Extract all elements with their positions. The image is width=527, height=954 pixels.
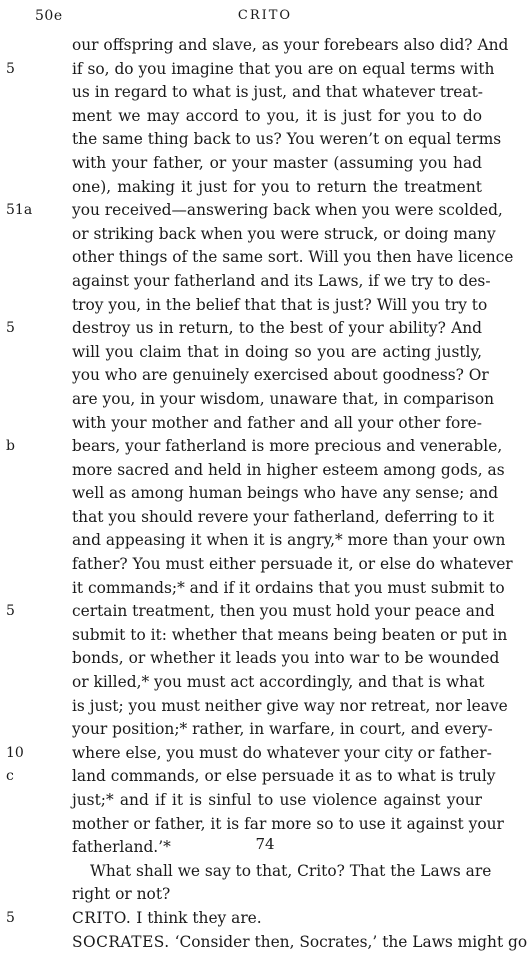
text-line <box>0 742 500 766</box>
speech-text: I think they are. <box>136 908 262 927</box>
line-text: if so, do you imagine that you are on equal terms with <box>72 59 495 78</box>
line-text: fatherland.’* <box>72 838 171 857</box>
text-line <box>0 695 508 719</box>
line-text: you who are genuinely exercised about goodness? Or <box>72 366 489 385</box>
line-text: one), making it just for you to return the treatment <box>72 177 482 196</box>
text-line <box>0 223 500 247</box>
line-text: destroy us in return, to the best of your ability? And <box>72 319 482 338</box>
text-line <box>0 907 500 931</box>
line-text: or killed,* you must act accordingly, and that is what <box>72 673 485 692</box>
text-line <box>0 789 500 813</box>
page-number: 74 <box>255 835 275 853</box>
text-line <box>0 435 503 459</box>
line-text: or striking back when you were struck, or doing many <box>72 224 496 243</box>
text-line <box>0 624 508 648</box>
line-text: you received—answering back when you were scolded, <box>72 201 503 220</box>
text-line <box>0 199 503 223</box>
stephanus-marker: b <box>6 438 15 455</box>
text-line <box>0 128 500 152</box>
text-line <box>0 152 500 176</box>
line-text: bonds, or whether it leads you into war to be wounded <box>72 649 500 668</box>
text-line <box>0 577 505 601</box>
line-text: that you should revere your fatherland, deferring to it <box>72 507 495 526</box>
text-line <box>0 718 500 742</box>
line-text: submit to it: whether that means being beaten or put in <box>72 625 508 644</box>
text-line <box>0 459 505 483</box>
line-text: will you claim that in doing so you are acting justly, <box>72 342 482 361</box>
text-line <box>0 34 509 58</box>
line-text: against your fatherland and its Laws, if we try to des- <box>72 271 491 290</box>
text-line <box>0 553 513 577</box>
line-text: our offspring and slave, as your forebears also did? And <box>72 36 509 54</box>
text-line <box>0 81 500 105</box>
text-line <box>0 105 500 129</box>
text-line <box>0 58 500 82</box>
line-text: and appeasing it when it is angry,* more than your own <box>72 531 506 550</box>
line-number: 10 <box>6 744 24 761</box>
line-text: right or not? <box>72 885 171 904</box>
text-line <box>0 931 527 954</box>
line-text: with your mother and father and all your other fore- <box>72 413 482 432</box>
line-text: mother or father, it is far more so to use it against your <box>72 814 504 833</box>
running-title: CRITO <box>237 8 293 23</box>
text-line <box>0 341 500 365</box>
text-line <box>0 765 500 789</box>
section-reference: 50e <box>35 8 63 24</box>
line-text: bears, your fatherland is more precious and venerable, <box>72 437 503 456</box>
line-text: well as among human beings who have any sense; and <box>72 484 499 503</box>
text-line <box>0 883 500 907</box>
line-text: father? You must either persuade it, or else do whatever <box>72 555 513 574</box>
speaker-name: CRITO. <box>72 908 132 927</box>
line-text: just;* and if it is sinful to use violence against your <box>72 791 482 809</box>
text-line <box>0 294 500 318</box>
line-text: ment we may accord to you, it is just for you to do <box>72 106 482 125</box>
speech-line <box>72 931 527 954</box>
stephanus-marker: c <box>6 768 14 785</box>
line-text: the same thing back to us? You weren’t on equal terms <box>72 130 502 149</box>
text-line <box>0 412 500 436</box>
line-text: your position;* rather, in warfare, in court, and every- <box>72 720 493 739</box>
text-line <box>0 176 500 200</box>
speech-line <box>72 907 482 931</box>
dialogue-text <box>0 34 527 954</box>
text-line <box>0 246 514 270</box>
line-text: troy you, in the belief that that is just? Will you try to <box>72 295 488 314</box>
speech-text: ‘Consider then, Socrates,’ the Laws might go <box>174 932 527 951</box>
text-line <box>0 600 500 624</box>
text-line <box>0 860 500 884</box>
running-head <box>0 4 500 28</box>
text-line <box>0 529 506 553</box>
line-text: more sacred and held in higher esteem among gods, as <box>72 460 505 479</box>
text-line <box>0 364 500 388</box>
text-line <box>0 388 500 412</box>
text-line <box>0 813 504 837</box>
line-text: land commands, or else persuade it as to what is truly <box>72 767 496 786</box>
text-line <box>0 671 500 695</box>
line-text: us in regard to what is just, and that whatever treat- <box>72 83 483 102</box>
line-text: with your father, or your master (assuming you had <box>72 153 482 172</box>
stephanus-marker: 51a <box>6 202 33 219</box>
line-number: 5 <box>6 603 15 620</box>
line-text: are you, in your wisdom, unaware that, in comparison <box>72 389 495 408</box>
line-text: What shall we say to that, Crito? That the Laws are <box>90 861 492 880</box>
text-line <box>0 482 500 506</box>
line-text: where else, you must do whatever your city or father- <box>72 743 492 762</box>
line-number: 5 <box>6 909 15 926</box>
line-number: 5 <box>6 60 15 77</box>
line-text: is just; you must neither give way nor retreat, nor leave <box>72 696 508 715</box>
line-text: other things of the same sort. Will you then have licence <box>72 248 514 267</box>
speaker-name: SOCRATES. <box>72 932 170 951</box>
text-line <box>0 270 500 294</box>
line-text: it commands;* and if it ordains that you must submit to <box>72 578 505 597</box>
text-line <box>0 506 500 530</box>
line-text: certain treatment, then you must hold your peace and <box>72 602 495 621</box>
line-number: 5 <box>6 320 15 337</box>
text-line <box>0 647 500 671</box>
text-line <box>0 317 500 341</box>
